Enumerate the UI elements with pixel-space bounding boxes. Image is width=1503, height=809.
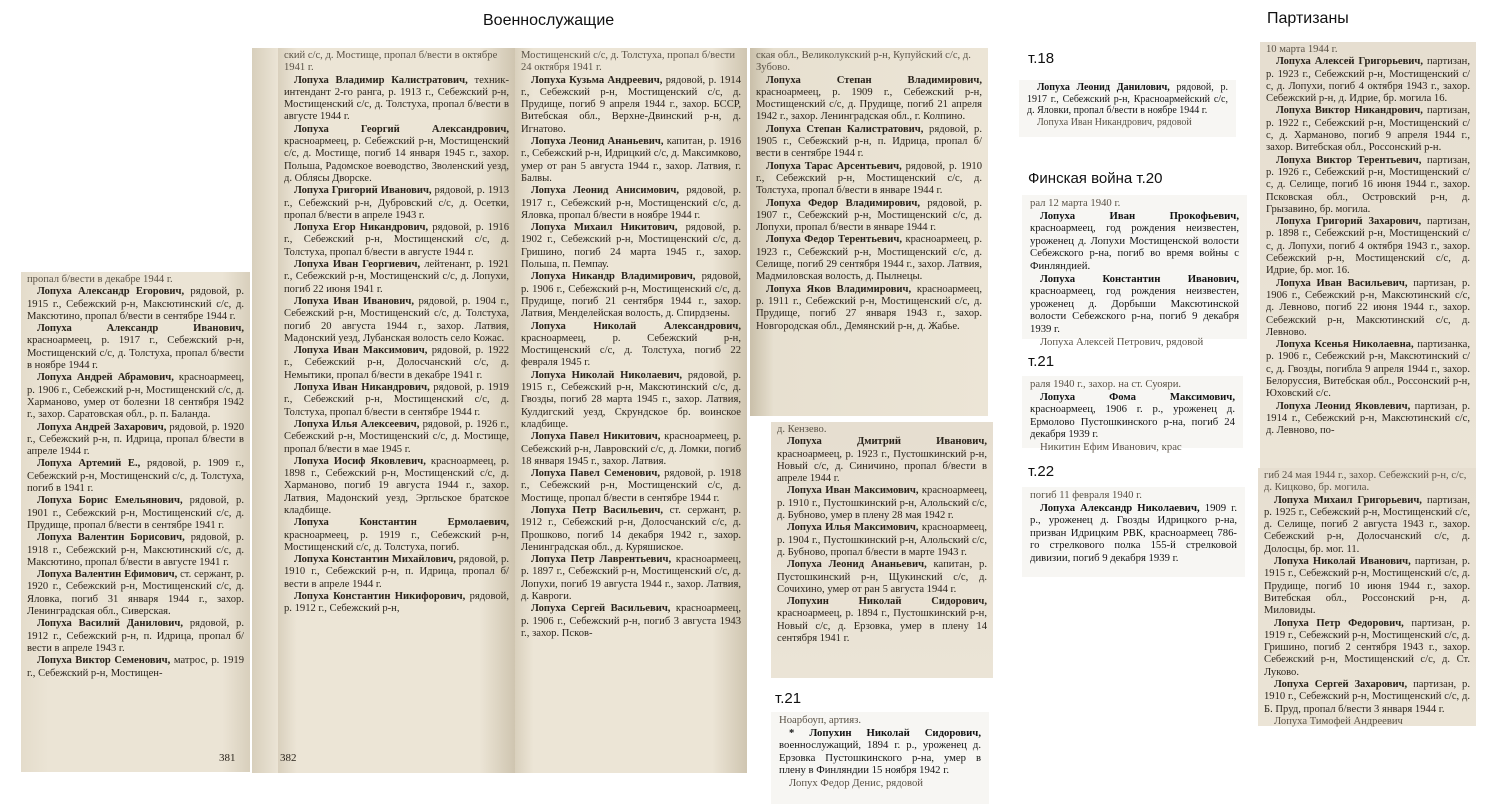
cut-off-line: ский с/с, д. Мостище, пропал б/вести в октябре 1941 г. [284,50,498,74]
record-name: Лопуха Федор Владимирович, [766,197,921,209]
record-name: Лопуха Иван Васильевич, [1276,277,1408,289]
record-entry [1264,556,1470,617]
record-text: рядовой, р. 1910 г., Себежский р-н, п. Идрица, пропал б/вести в апреле 1944 г. [284,554,509,590]
record-name: Лопуха Григорий Иванович, [294,185,432,197]
record-entry [284,382,509,419]
label-t21-second: т.21 [775,690,802,707]
record-entry [27,655,244,680]
record-text: красноармеец, р. 1906 г., Себежский р-н, Мостищенский с/с, д. Харманово, умер от болезни 18 сентября 1942 г., захор. Саратовская обл., р. п. Баланда. [27,372,244,421]
record-entry [284,345,509,382]
record-name: Лопуха Фома Максимович, [1040,390,1235,403]
record-entry [1030,273,1239,336]
cut-off-line: ская обл., Великолукский р-н, Купуйский с/с, д. Зубово. [756,50,971,74]
record-text: партизан, р. 1926 г., Себежский р-н, Мостищенский с/с, д. Селище, погиб 16 июня 1944 г., захор. Псковская обл., Островский р-н, д. Грызавино, бр. могила. [1266,154,1470,215]
header-military: Военнослужащие [483,12,615,29]
record-name: Лопуха Василий Данилович, [37,618,183,630]
record-entry [777,522,987,559]
cut-off-line: 10 марта 1944 г. [1266,44,1338,55]
record-entry [521,603,741,640]
scan-column-1 [21,272,250,772]
cut-off-line: Ноарбоуп, артияз. [779,714,862,726]
record-name: Лопуха Иван Георгиевич, [294,259,421,271]
record-text: рядовой, р. 1902 г., Себежский р-н, Мостищенский с/с, д. Гришино, погиб 24 марта 1945 г., захор. Польша, п. Пемпау. [521,222,741,271]
record-entry [284,296,509,345]
scan-partisans-top [1260,42,1476,468]
cut-off-line: Лопуха Тимофей Андреевич [1274,715,1403,727]
record-name: Лопуха Николай Александрович, [531,320,741,332]
record-entry [521,271,741,320]
record-name: Лопуха Иван Прокофьевич, [1040,209,1239,222]
record-entry [27,422,244,459]
record-text: красноармеец, р. 1917 г., Себежский р-н, Мостищенский с/с, д. Толстуха, пропал б/вести в ноябре 1944 г. [27,335,244,372]
record-text: рядовой, р. 1919 г., Себежский р-н, Мостищенский с/с, д. Толстуха, пропал б/вести в сентябре 1944 г. [284,382,509,418]
record-entry [756,234,982,283]
record-name: Лопуха Сергей Захарович, [1274,679,1408,691]
record-entry [284,419,509,456]
record-text: рядовой, р. 1926 г., Себежский р-н, Мостищенский с/с, д. Мостище, пропал б/вести в мае 1945 г. [284,418,509,455]
record-entry [756,284,982,333]
record-name: Лопуха Виктор Никандрович, [1276,105,1423,117]
record-text: красноармеец, р. 1909 г., Себежский р-н, Мостищенский с/с, д. Прудище, погиб 21 апреля 1942 г., захор. Ленинградская обл., г. Колпино. [756,86,982,123]
cut-off-line: Никитин Ефим Иванович, крас [1040,440,1182,453]
record-text: капитан, р. 1916 г., Себежский р-н, Идрицкий с/с, д. Максимково, умер от ран 5 августа 1944 г., захор. Латвия, г. Балвы. [521,136,742,184]
record-name: Лопухин Николай Сидорович, [787,596,987,608]
record-text: партизан, р. 1923 г., Себежский р-н, Мостищенский с/с, д. Лопухи, погиб 4 октября 1943 г., захор. Себежский р-н, д. Идрие, бр. могила 16. [1266,56,1470,105]
record-name: Лопуха Федор Терентьевич, [766,234,902,246]
record-name: Лопуха Иван Максимович, [787,485,919,497]
label-t18: т.18 [1028,50,1055,67]
label-t21: т.21 [1028,353,1055,370]
record-text: рядовой, р. 1918 г., Себежский р-н, Мостищенский с/с, д. Мостище, пропал б/вести в сентябре 1944 г. [521,468,742,504]
record-name: Лопуха Михаил Никитович, [531,222,678,234]
record-name: Лопуха Кузьма Андреевич, [531,74,663,86]
record-entry [777,485,987,522]
record-name: * Лопухин Николай Сидорович, [789,726,981,739]
record-name: Лопуха Иван Иванович, [294,295,414,307]
record-text: красноармеец, год рождения неизвестен, уроженец д. Дорбыши Максютинской волости Себежского р-на, погиб 9 декабря 1939 г. [1030,285,1239,335]
record-entry [1266,339,1470,400]
record-name: Лопуха Константин Иванович, [1040,272,1239,285]
record-text: 1909 г. р., уроженец д. Гвозды Идрицкого р-на, призван Идрицким РВК, красноармеец 786-го стрелкового полка 155-й стрелковой дивизии, погиб 9 декабря 1939 г. [1030,501,1237,564]
scan-t22 [1022,487,1245,577]
record-name: Лопуха Александр Иванович, [37,323,244,335]
record-name: Лопуха Ксенья Николаевна, [1276,339,1414,351]
scan-column-2 [278,48,515,773]
record-text: рядовой, р. 1915 г., Себежский р-н, Максютинский с/с, д. Гвозды, погиб 28 марта 1945 г., захор. Латвия, Кулдигский уезд, Скрундское бр. воинское кладбище. [521,369,741,430]
record-name: Лопуха Виктор Семенович, [37,655,171,667]
record-text: красноармеец, р. 1910 г., Пустошкинский р-н, Алольский с/с, д. Бубново, умер в плену 28 мая 1942 г. [777,485,987,522]
scan-t21-second [771,712,989,804]
cut-off-line: погиб 11 февраля 1940 г. [1030,489,1142,501]
record-text: рядовой, р. 1918 г., Себежский р-н, Максютинский с/с, д. Максютино, пропал б/вести в августе 1941 г. [27,532,244,568]
record-entry [521,185,741,222]
record-text: партизан, р. 1922 г., Себежский р-н, Мостищенский с/с, д. Харманово, погиб 9 апреля 1944 г., захор. Витебская обл., Россонский р-н. [1266,105,1470,154]
record-entry [521,431,741,468]
book-gutter [252,48,278,773]
record-text: рядовой, р. 1906 г., Себежский р-н, Мостищенский с/с, д. Прудище, погиб 21 сентября 1944 г., захор. Латвия, Менделейская волость, д. Спирдзены. [521,271,741,320]
record-name: Лопуха Петр Васильевич, [531,504,664,516]
header-partisans: Партизаны [1267,10,1349,27]
record-text: красноармеец, р. 1894 г., Пустошкинский р-н, Новый с/с, д. Ерзовка, умер в плену 14 сентября 1941 г. [777,608,987,645]
record-name: Лопуха Иван Максимович, [294,345,428,357]
record-text: красноармеец, р. 1923 г., Себежский р-н, Мостищенский с/с, д. Селище, погиб 29 сентября 1944 г., захор. Латвия, Мадмиловская волость, д. Пылнецы. [756,234,982,283]
record-entry [27,532,244,569]
record-entry [284,185,509,222]
record-entry [777,596,987,645]
scan-pustoshka-crop [771,422,993,678]
record-entry [756,161,982,198]
record-text: лейтенант, р. 1921 г., Себежский р-н, Мостищенский с/с, д. Лопухи, погиб 22 июня 1941 г. [284,259,510,295]
record-name: Лопуха Дмитрий Иванович, [787,436,987,448]
cut-off-line: пропал б/вести в декабре 1944 г. [27,274,173,285]
record-text: рядовой, р. 1916 г., Себежский р-н, Мостищенский с/с, д. Толстуха, пропал б/вести в августе 1944 г. [284,222,509,258]
record-text: красноармеец, р. Себежский р-н, Лавровский с/с, д. Ломки, погиб 18 января 1945 г., захор. Латвия. [521,431,741,467]
record-entry [521,468,741,505]
record-name: Лопуха Петр Лаврентьевич, [531,554,672,566]
cut-off-line: рал 12 марта 1940 г. [1030,197,1121,209]
record-text: техник-интендант 2-го ранга, р. 1913 г., Себежский р-н, Мостищенский с/с, д. Толстуха, пропал б/вести в августе 1944 г. [284,74,509,123]
record-entry [284,554,509,591]
record-text: красноармеец, р. 1919 г., Себежский р-н, Мостищенский с/с, д. Толстуха, погиб. [284,529,509,553]
record-name: Лопуха Валентин Ефимович, [37,569,178,581]
record-text: рядовой, р. 1910 г., Себежский р-н, Мостищенский с/с, д. Толстуха, пропал б/вести в январе 1944 г. [756,160,983,197]
record-entry [777,436,987,485]
record-text: партизан, р. 1914 г., Себежский р-н, Максютинский с/с, д. Левново, по- [1266,400,1470,437]
record-name: Лопуха Константин Ермолаевич, [294,517,509,529]
record-text: красноармеец, р. 1923 г., Пустошкинский р-н, Новый с/с, д. Синичино, пропал б/вести в апреле 1944 г. [777,448,987,485]
record-text: капитан, р. Пустошкинский р-н, Щукинский с/с, д. Сочихино, умер от ран 5 августа 1944 г. [777,559,987,595]
record-name: Лопуха Александр Николаевич, [1040,501,1200,514]
record-entry [284,75,509,124]
record-entry [27,323,244,372]
record-entry [1264,495,1470,556]
record-entry [521,554,741,603]
record-entry [1030,391,1235,441]
label-t22: т.22 [1028,463,1055,480]
record-text: рядовой, р. 1907 г., Себежский р-н, Мостищенский с/с, д. Лопухи, пропал б/вести в январе 1944 г. [756,197,982,234]
record-text: рядовой, р. 1905 г., Себежский р-н, п. Идрица, пропал б/вести в сентябре 1944 г. [756,123,982,160]
record-entry [27,458,244,495]
record-text: партизан, р. 1906 г., Себежский р-н, Максютинский с/с, д. Левново, погиб 22 июня 1944 г., захор. Себежский р-н, Максютинский с/с, д. Левново. [1266,277,1470,338]
record-entry [1027,82,1228,117]
record-name: Лопуха Александр Егорович, [37,286,185,298]
scan-column-4 [750,48,988,416]
record-text: рядовой, р. 1912 г., Себежский р-н, п. Идрица, пропал б/вести в апреле 1943 г. [27,618,244,654]
record-text: красноармеец, р. 1911 г., Себежский р-н, Мостищенский с/с, д. Прудище, погиб 27 января 1943 г., захор. Новгородская обл., Демянский р-н, д. Жабье. [756,283,982,332]
record-name: Лопуха Яков Владимирович, [766,283,912,295]
record-entry [521,222,741,271]
record-name: Лопуха Леонид Анисимович, [531,185,680,197]
cut-off-line: Мостищенский с/с, д. Толстуха, пропал б/вести 24 октября 1941 г. [521,50,736,74]
record-entry [284,124,509,185]
record-text: партизан, р. 1898 г., Себежский р-н, Мостищенский с/с, д. Лопухи, погиб 4 октября 1943 г., захор. Себежский р-н, Мостищенский с/с, д. Идрие, бр. мог. 16. [1266,216,1470,277]
record-text: матрос, р. 1919 г., Себежский р-н, Мостищен- [27,655,244,679]
record-entry [1030,502,1237,565]
record-text: красноармеец, р. Себежский р-н, Мостищенский с/с, д. Толстуха, погиб 22 февраля 1945 г. [521,332,741,369]
record-text: рядовой, р. 1914 г., Себежский р-н, Мостищенский с/с, д. Прудище, погиб 9 апреля 1944 г., захор. БССР, Витебская обл., Верхне-Двинский р-н, д. Игнатово. [521,74,741,135]
record-text: партизан, р. 1915 г., Себежский р-н, Мостищенский с/с, д. Прудище, погиб 10 июня 1944 г., захор. Витебская обл., Россонский р-н, д. Миловиды. [1264,556,1471,617]
record-entry [1266,155,1470,216]
record-entry [521,136,741,185]
record-text: красноармеец, 1906 г. р., уроженец д. Ермолово Пустошкинского р-на, погиб 24 декабря 1939 г. [1030,403,1235,441]
record-entry [756,124,982,161]
record-name: Лопуха Леонид Ананьевич, [787,559,927,571]
label-finnish-war: Финская война т.20 [1028,170,1163,187]
record-text: красноармеец, р. 1906 г., Себежский р-н, погиб 3 августа 1943 г., захор. Псков- [521,603,742,639]
record-name: Лопуха Константин Михайлович, [294,554,456,566]
cut-off-line: Лопуха Алексей Петрович, рядовой [1040,335,1204,348]
record-name: Лопуха Степан Владимирович, [766,74,982,86]
record-text: партизан, р. 1919 г., Себежский р-н, Мостищенский с/с, д. Гришино, погиб 2 сентября 1943 г., захор. Себежский р-н, Мостищенский с/с, д. Ст. Луково. [1264,617,1470,678]
record-text: рядовой, р. 1909 г., Себежский р-н, Мостищенский с/с, д. Толстуха, погиб в 1941 г. [27,458,244,495]
record-entry [1266,278,1470,339]
record-name: Лопуха Павел Семенович, [531,468,660,480]
record-text: красноармеец, р. 1897 г., Себежский р-н, Мостищенский с/с, д. Лопухи, погиб 19 августа 1944 г., захор. Латвия, д. Кавроги. [521,554,742,603]
record-name: Лопуха Николай Николаевич, [531,369,683,381]
scan-t21 [1022,376,1243,453]
record-name: Лопуха Илья Алексеевич, [294,418,420,430]
cut-off-line: Лопух Федор Денис, рядовой [789,776,924,789]
scan-t18 [1019,80,1236,137]
record-name: Лопуха Леонид Яковлевич, [1276,400,1411,412]
cut-off-line: гиб 24 мая 1944 г., захор. Себежский р-н, с/с, д. Кицково, бр. могила. [1264,470,1467,494]
record-name: Лопуха Егор Никандрович, [294,222,429,234]
page-number-382: 382 [280,752,297,764]
record-text: партизан, р. 1910 г., Себежский р-н, Мостищенский с/с, д. Б. Пруд, пропал б/вести 3 января 1944 г. [1264,679,1470,715]
page-number-381: 381 [219,752,236,764]
record-entry [521,321,741,370]
record-text: партизан, р. 1925 г., Себежский р-н, Мостищенский с/с, д. Селище, погиб 2 августа 1943 г., захор. Себежский р-н, Долосчанский с/с, д. Долосцы, бр. мог. 11. [1264,494,1470,555]
record-entry [27,569,244,618]
record-entry [521,370,741,431]
scan-partisans-bottom [1258,468,1476,726]
scan-finnish-war [1022,195,1247,348]
record-name: Лопуха Михаил Григорьевич, [1274,494,1422,506]
record-name: Лопуха Сергей Васильевич, [531,603,671,615]
record-name: Лопуха Виктор Терентьевич, [1276,154,1422,166]
record-name: Лопуха Степан Калистратович, [766,123,924,135]
record-name: Лопуха Леонид Данилович, [1037,82,1170,93]
record-entry [1266,401,1470,438]
record-text: рядовой, р. 1920 г., Себежский р-н, п. Идрица, пропал б/вести в апреле 1944 г. [27,421,244,458]
record-entry [521,75,741,136]
record-entry [284,591,509,616]
record-text: рядовой, р. 1917 г., Себежский р-н, Мостищенский с/с, д. Яловка, пропал б/вести в ноябре 1944 г. [521,185,741,221]
record-name: Лопуха Георгий Александрович, [294,123,509,135]
record-entry [284,222,509,259]
record-name: Лопуха Константин Никифорович, [294,591,466,603]
record-entry [1030,210,1239,273]
record-name: Лопуха Илья Максимович, [787,522,919,534]
record-text: рядовой, р. 1901 г., Себежский р-н, Мостищенский с/с, д. Прудище, пропал б/вести в сентябре 1941 г. [27,495,244,531]
scan-column-3 [515,48,747,773]
record-entry [1264,618,1470,679]
record-text: рядовой, р. 1913 г., Себежский р-н, Дубровский с/с, д. Осетки, пропал б/вести в апреле 1943 г. [284,185,510,221]
record-name: Лопуха Петр Федорович, [1274,617,1404,629]
record-entry [27,372,244,421]
record-name: Лопуха Валентин Борисович, [37,532,185,544]
cut-off-line: д. Кензево. [777,424,827,435]
record-entry [779,727,981,777]
record-entry [27,286,244,323]
record-text: красноармеец, р. 1904 г., Пустошкинский р-н, Алольский с/с, д. Бубново, пропал б/вести в марте 1943 г. [777,522,987,558]
record-name: Лопуха Алексей Григорьевич, [1276,56,1424,68]
cut-off-line: раля 1940 г., захор. на ст. Суояри. [1030,378,1182,390]
record-entry [27,618,244,655]
record-name: Лопуха Николай Иванович, [1274,556,1411,568]
record-text: рядовой, р. 1922 г., Себежский р-н, Долосчанский с/с, д. Немытики, пропал б/вести в декабре 1941 г. [284,345,509,381]
record-text: ст. сержант, р. 1920 г., Себежский р-н, Мостищенский с/с, д. Яловка, погиб 31 января 1944 г., захор. Ленинградская обл., Сиверская. [27,569,244,618]
record-name: Лопуха Андрей Захарович, [37,421,167,433]
record-name: Лопуха Леонид Ананьевич, [531,136,664,148]
record-text: военнослужащий, 1894 г. р., уроженец д. Ерзовка Пустошкинского р-на, умер в плену в Финляндии 15 ноября 1942 г. [779,739,981,777]
record-text: рядовой, р. 1912 г., Себежский р-н, [284,591,509,615]
record-text: партизанка, р. 1906 г., Себежский р-н, Максютинский с/с, д. Гвозды, погибла 9 апреля 1944 г., захор. Белоруссия, Витебская обл., Россонский р-н, Юховский с/с. [1266,339,1470,400]
record-text: рядовой, р. 1915 г., Себежский р-н, Максютинский с/с, д. Максютино, пропал б/вести в сентябре 1944 г. [27,286,244,322]
record-text: ст. сержант, р. 1912 г., Себежский р-н, Долосчанский с/с, д. Прошково, погиб 14 декабря 1942 г., захор. Ленинградская обл., д. Куряшиское. [521,504,742,553]
record-entry [1266,105,1470,154]
record-name: Лопуха Тарас Арсентьевич, [766,160,902,172]
record-name: Лопуха Григорий Захарович, [1276,216,1422,228]
record-entry [756,75,982,124]
record-entry [1264,679,1470,716]
cut-off-line: Лопуха Иван Никандрович, рядовой [1037,116,1192,128]
record-text: рядовой, р. 1904 г., Себежский р-н, Мостищенский с/с, д. Толстуха, погиб 20 августа 1944 г., захор. Латвия, Мадонский уезд, Лубанская волость село Кожас. [284,295,509,344]
record-text: красноармеец, год рождения неизвестен, уроженец д. Лопухи Мостищенской волости Себежского р-на, погиб во время войны с Финляндией. [1030,222,1239,272]
record-entry [27,495,244,532]
record-entry [284,259,509,296]
record-entry [1266,56,1470,105]
record-name: Лопуха Павел Никитович, [531,431,661,443]
record-entry [1266,216,1470,277]
record-text: рядовой, р. 1917 г., Себежский р-н, Красноармейский с/с, д. Яловки, пропал б/вести в ноябре 1944 г. [1027,82,1228,116]
record-entry [284,517,509,554]
record-name: Лопуха Борис Емельянович, [37,495,183,507]
record-entry [521,505,741,554]
record-name: Лопуха Иван Никандрович, [294,382,430,394]
record-text: красноармеец, р. Себежский р-н, Мостищенский с/с, д. Мостище, погиб 14 января 1945 г., захор. Польша, Радомское воеводство, Зволенский уезд, д. Облясы Дворске. [284,136,509,184]
record-name: Лопуха Никандр Владимирович, [531,271,696,283]
record-name: Лопуха Владимир Калистратович, [294,74,468,86]
record-text: красноармеец, р. 1898 г., Себежский р-н, Мостищенский с/с, д. Харманово, погиб 19 августа 1944 г., захор. Латвия, Мадонский уезд, Эргльское братское кладбище. [284,455,509,516]
record-name: Лопуха Иосиф Яковлевич, [294,455,426,467]
record-name: Лопуха Артемий Е., [37,458,141,470]
record-entry [777,559,987,596]
record-name: Лопуха Андрей Абрамович, [37,372,174,384]
record-entry [756,198,982,235]
record-entry [284,456,509,517]
